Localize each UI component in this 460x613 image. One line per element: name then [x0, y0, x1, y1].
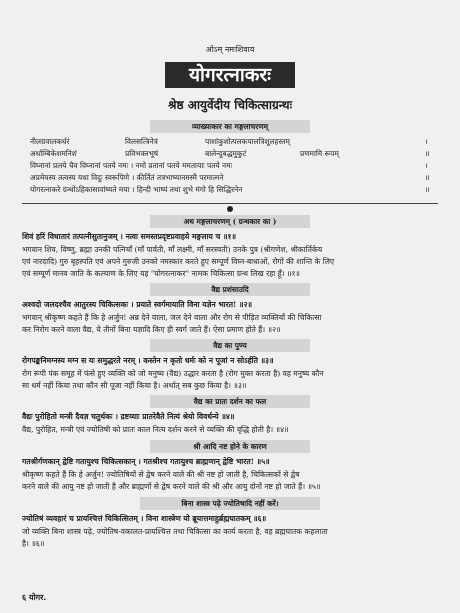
section-heading-loss-causes: श्री आदि नष्ट होने के कारण [150, 440, 310, 453]
shloka-1: शिवं हरिं विधातारं तत्पत्नीसुतानुजम् । नत्वा समस्तप्रदृष्टप्रवाहये मङ्गलाय च ॥१॥ [22, 232, 236, 241]
book-title: योगरत्नाकरः [165, 62, 295, 88]
commentary-line: सा धर्म नहीं किया तथा कौन सी पूजा नहीं किया है। अर्थात् सब कुछ किया है। ॥३॥ [22, 381, 247, 390]
verse-danda: । [425, 137, 428, 146]
shloka-4: वैद्यः पुरोहितो मन्त्री दैवज्ञ चतुर्थकः । द्रष्टव्याः प्रातरेवैते नित्यं श्रेयो विवर्धन्ये ॥४॥ [22, 412, 235, 421]
verse-danda: ॥ [425, 173, 430, 182]
shloka-3: रोगपङ्कनिमग्नस्य मग्न स यः समुद्धरते नरम् । कस्तेन न कृतो धर्मः को न पूजां न सोऽर्हति ॥३॥ [22, 356, 274, 365]
shloka-6: ज्योतिषं व्यवहारं च प्रायश्चित्तं चिकित्सितम् । विना शास्त्रेण यो ब्रूयात्तमाहुर्ब्रह्मघातकम् ॥६॥ [22, 514, 267, 523]
commentary-line: कर निरोग करने वाला वैद्य, ये तीनों बिना यज्ञादि किए ही स्वर्ग जाते हैं। ऐसा प्रमाण होते हैं। ॥२॥ [22, 325, 281, 334]
commentary-line: भगवान् श्रीकृष्ण कहते हैं कि हे अर्जुन! अन्न देने वाला, जल देने वाला और रोग से पीड़ित व्यक्तियों की चिकित्सा [22, 313, 322, 322]
commentary-line: रोग रूपी पंक समूह में फंसे हुए व्यक्ति को जो मनुष्य (वैद्य) उद्धार करता है (रोग मुक्त करता है) वह मनुष्य कौन [22, 369, 324, 378]
section-heading-commentator-mangala: व्याख्याकार का मङ्गलाचरणम् [150, 120, 310, 133]
verse-cell: प्रणमामि रूपम् [300, 149, 339, 158]
section-heading-morning-darshan: वैद्य का प्रातः दर्शन का फल [150, 395, 310, 408]
shloka-2: अश्वदो जलदश्चैव आतुरस्य चिकित्सकः । प्रयाते स्वर्गमायाति विना यज्ञेन भारत! ॥२॥ [22, 300, 253, 309]
commentary-line: है। ॥६॥ [22, 539, 45, 548]
mangala-verse-table [30, 136, 440, 196]
commentary-line: एवं नारदादि) गुरु बृहस्पति एवं अपने गुरुजी उनको नमस्कार करते हुए सम्पूर्ण विघ्न-बाधाओं, रोगों की शान्ति के लिए [22, 257, 335, 266]
verse-row [30, 148, 440, 160]
commentary-line: श्रीकृष्ण कहते हैं कि हे अर्जुन! ज्योतिषियों से द्वेष करने वाले की श्री नष्ट हो जाती है, चिकित्सकों से द्वेष [22, 470, 300, 479]
commentary-line: वैद्य, पुरोहित, मन्त्री एवं ज्योतिषी को प्रातः काल नित्य दर्शन करने से व्यक्ति की वृद्धि होती है। ॥४॥ [22, 425, 289, 434]
section-heading-vaidya-punya: वैद्य का पुण्य [150, 339, 310, 352]
verse-cell: विलसत्त्रिनेत्रं [125, 137, 158, 146]
section-heading-shastra: बिना शास्त्र पढ़े ज्योतिषादि नहीं करें। [140, 497, 320, 510]
section-heading-vaidya-praise: वैद्य प्रशंसाउदि [150, 283, 310, 296]
verse-cell: अर्धाम्बिकेशमनिशं [30, 149, 77, 158]
verse-row [30, 136, 440, 148]
book-subtitle: श्रेष्ठ आयुर्वेदीय चिकित्साग्रन्थः [167, 98, 293, 112]
page-footer-signature: ६ योगर. [22, 592, 47, 602]
verse-row [30, 160, 440, 172]
verse-danda: । [425, 161, 428, 170]
commentary-line: भगवान शिव, विष्णु, ब्रह्मा उनकी पत्नियाँ (माँ पार्वती, माँ लक्ष्मी, माँ सरस्वती) उनके पुत्र (श्रीगणेश, श्रीकार्तिकेय [22, 245, 323, 254]
divider-bullet [227, 206, 233, 212]
verse-cell: प्रविभक्तभूषं [125, 149, 159, 158]
verse-cell: विघ्नानां प्रलये चैव विघ्नानां पतये नमः । नमो व्रतानां पतये ममतायाः पतये नमः [30, 161, 233, 170]
verse-danda: ॥ [425, 149, 430, 158]
verse-cell: बालेन्दुबद्धमुकुटं [205, 149, 247, 158]
verse-cell: पाशांकुशोत्पलकपालत्रिशूलहस्तम् [205, 137, 290, 146]
verse-cell: योगरत्नाकरे ग्रन्थोंऽहिकासावांष्यते मया । हिन्दी भाष्यं तथा शुभे मंगो हि सिद्धिरनेन [30, 185, 243, 194]
section-divider [22, 203, 438, 204]
verse-cell: नीलग्रवालकर्धरं [30, 137, 70, 146]
section-heading-author-mangala: अथ मङ्गलाचरणम् ( ग्रन्थकार का ) [150, 215, 310, 228]
commentary-line: जो व्यक्ति बिना शास्त्र पढ़े, ज्योतिष-वकालत-प्रायश्चित्त तथा चिकित्सा का कार्य करता है, वह ब्रह्मघातक कहलाता [22, 527, 328, 536]
verse-cell: अप्रमेयस्य तत्वस्य यथा विदुः स्वरूपिणे । कीर्तितं तत्रभाष्यानमस्मै परमात्मने [30, 173, 224, 182]
invocation-text: ओऽम् नमःशिवाय [205, 45, 255, 54]
verse-row [30, 184, 440, 196]
verse-row [30, 172, 440, 184]
commentary-line: एवं सम्पूर्ण मानव जाति के कल्याण के लिए यह "योगरत्नाकर" नामक चिकित्सा ग्रन्थ लिख रहा हूँ। ॥१॥ [22, 269, 300, 278]
shloka-5: गतश्रीर्गणकान् द्वेष्टि गतायुश्च चिकित्सकान् । गतश्रीश्च गतायुश्च ब्राह्मणान् द्वेष्टि भारत! ॥५॥ [22, 457, 270, 466]
verse-danda: ॥ [425, 185, 430, 194]
commentary-line: करने वाले की आयु नष्ट हो जाती है और ब्राह्मणों से द्वेष करने वाले की श्री और आयु दोनों नष्ट हो जाते हैं। ॥५॥ [22, 482, 321, 491]
